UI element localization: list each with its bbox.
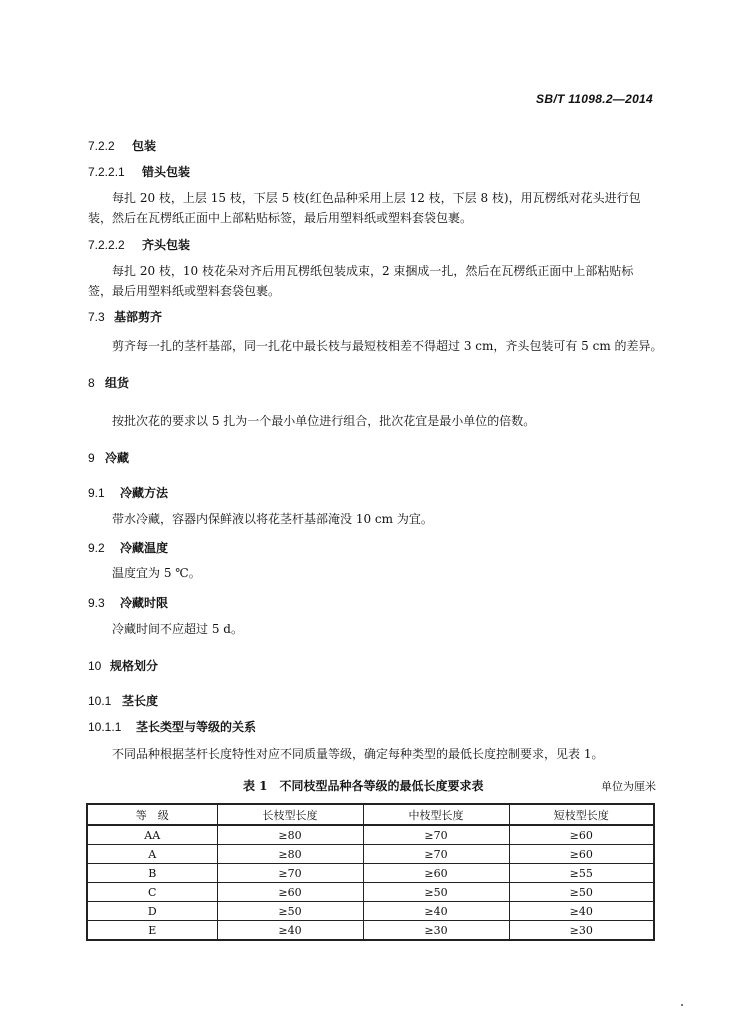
table-cell: ≥60 [217, 883, 363, 902]
table-row [87, 902, 654, 921]
table-header-row [87, 804, 654, 825]
table-cell: ≥80 [217, 825, 363, 845]
table-cell: ≥40 [509, 902, 654, 921]
table-caption: 表 1 不同枝型品种各等级的最低长度要求表 [243, 779, 484, 793]
table-row [87, 921, 654, 941]
section-heading-7-3: 7.3 基部剪齐 [88, 310, 163, 324]
section-heading-7-2-2: 7.2.2 包装 [88, 139, 157, 153]
table-cell: ≥60 [509, 825, 654, 845]
paragraph-7-2-2-1: 每扎 20 枝，上层 15 枝，下层 5 枝(红色品种采用上层 12 枝，下层 8 枝)，用瓦楞纸对花头进行包装，然后在瓦楞纸正面中上部粘贴标签，最后用塑料纸或塑料套袋包裹。 [88, 191, 641, 225]
table-cell: ≥80 [217, 845, 363, 864]
scan-speck [681, 1004, 683, 1006]
table-cell: ≥40 [363, 902, 509, 921]
table-unit: 单位为厘米 [601, 780, 656, 793]
section-heading-9-1: 9.1 冷藏方法 [88, 486, 169, 500]
paragraph-7-3: 剪齐每一扎的茎杆基部，同一扎花中最长枝与最短枝相差不得超过 3 cm，齐头包装可有 5 cm 的差异。 [112, 339, 663, 353]
paragraph-8: 按批次花的要求以 5 扎为一个最小单位进行组合，批次花宜是最小单位的倍数。 [112, 414, 536, 428]
table-cell: ≥60 [363, 864, 509, 883]
table-cell: AA [87, 825, 217, 845]
table-cell: ≥30 [509, 921, 654, 941]
section-heading-10-1-1: 10.1.1 茎长类型与等级的关系 [88, 720, 257, 734]
paragraph-9-1: 带水冷藏，容器内保鲜液以将花茎杆基部淹没 10 cm 为宜。 [112, 512, 433, 526]
section-heading-9: 9 冷藏 [88, 451, 130, 465]
section-heading-8: 8 组货 [88, 376, 130, 390]
table-row [87, 883, 654, 902]
table-row [87, 864, 654, 883]
header-medium: 中枝型长度 [363, 804, 509, 825]
header-long: 长枝型长度 [217, 804, 363, 825]
grade-length-table [86, 803, 655, 941]
section-heading-10: 10 规格划分 [88, 659, 159, 673]
table-cell: ≥70 [363, 845, 509, 864]
table-cell: ≥30 [363, 921, 509, 941]
table-cell: ≥50 [217, 902, 363, 921]
paragraph-9-3: 冷藏时间不应超过 5 d。 [112, 622, 243, 636]
section-heading-7-2-2-1: 7.2.2.1 错头包装 [88, 165, 191, 179]
table-row [87, 825, 654, 845]
standard-code: SB/T 11098.2—2014 [536, 92, 653, 106]
table-row [87, 845, 654, 864]
table-cell: ≥60 [509, 845, 654, 864]
table-cell: ≥55 [509, 864, 654, 883]
section-heading-10-1: 10.1 茎长度 [88, 694, 159, 708]
table-cell: ≥40 [217, 921, 363, 941]
table-cell: C [87, 883, 217, 902]
paragraph-10-1-1: 不同品种根据茎杆长度特性对应不同质量等级，确定每种类型的最低长度控制要求，见表 1。 [112, 747, 604, 761]
table-cell: E [87, 921, 217, 941]
section-heading-7-2-2-2: 7.2.2.2 齐头包装 [88, 238, 191, 252]
paragraph-7-2-2-2: 每扎 20 枝，10 枝花朵对齐后用瓦楞纸包装成束，2 束捆成一扎，然后在瓦楞纸正面中上部粘贴标签，最后用塑料纸或塑料套袋包裹。 [88, 264, 634, 298]
section-heading-9-3: 9.3 冷藏时限 [88, 596, 169, 610]
table-cell: ≥70 [363, 825, 509, 845]
header-short: 短枝型长度 [509, 804, 654, 825]
paragraph-9-2: 温度宜为 5 ℃。 [112, 566, 201, 580]
table-cell: ≥70 [217, 864, 363, 883]
header-grade: 等 级 [87, 804, 217, 825]
section-heading-9-2: 9.2 冷藏温度 [88, 541, 169, 555]
table-cell: D [87, 902, 217, 921]
table-cell: ≥50 [363, 883, 509, 902]
table-cell: B [87, 864, 217, 883]
table-cell: ≥50 [509, 883, 654, 902]
table-cell: A [87, 845, 217, 864]
